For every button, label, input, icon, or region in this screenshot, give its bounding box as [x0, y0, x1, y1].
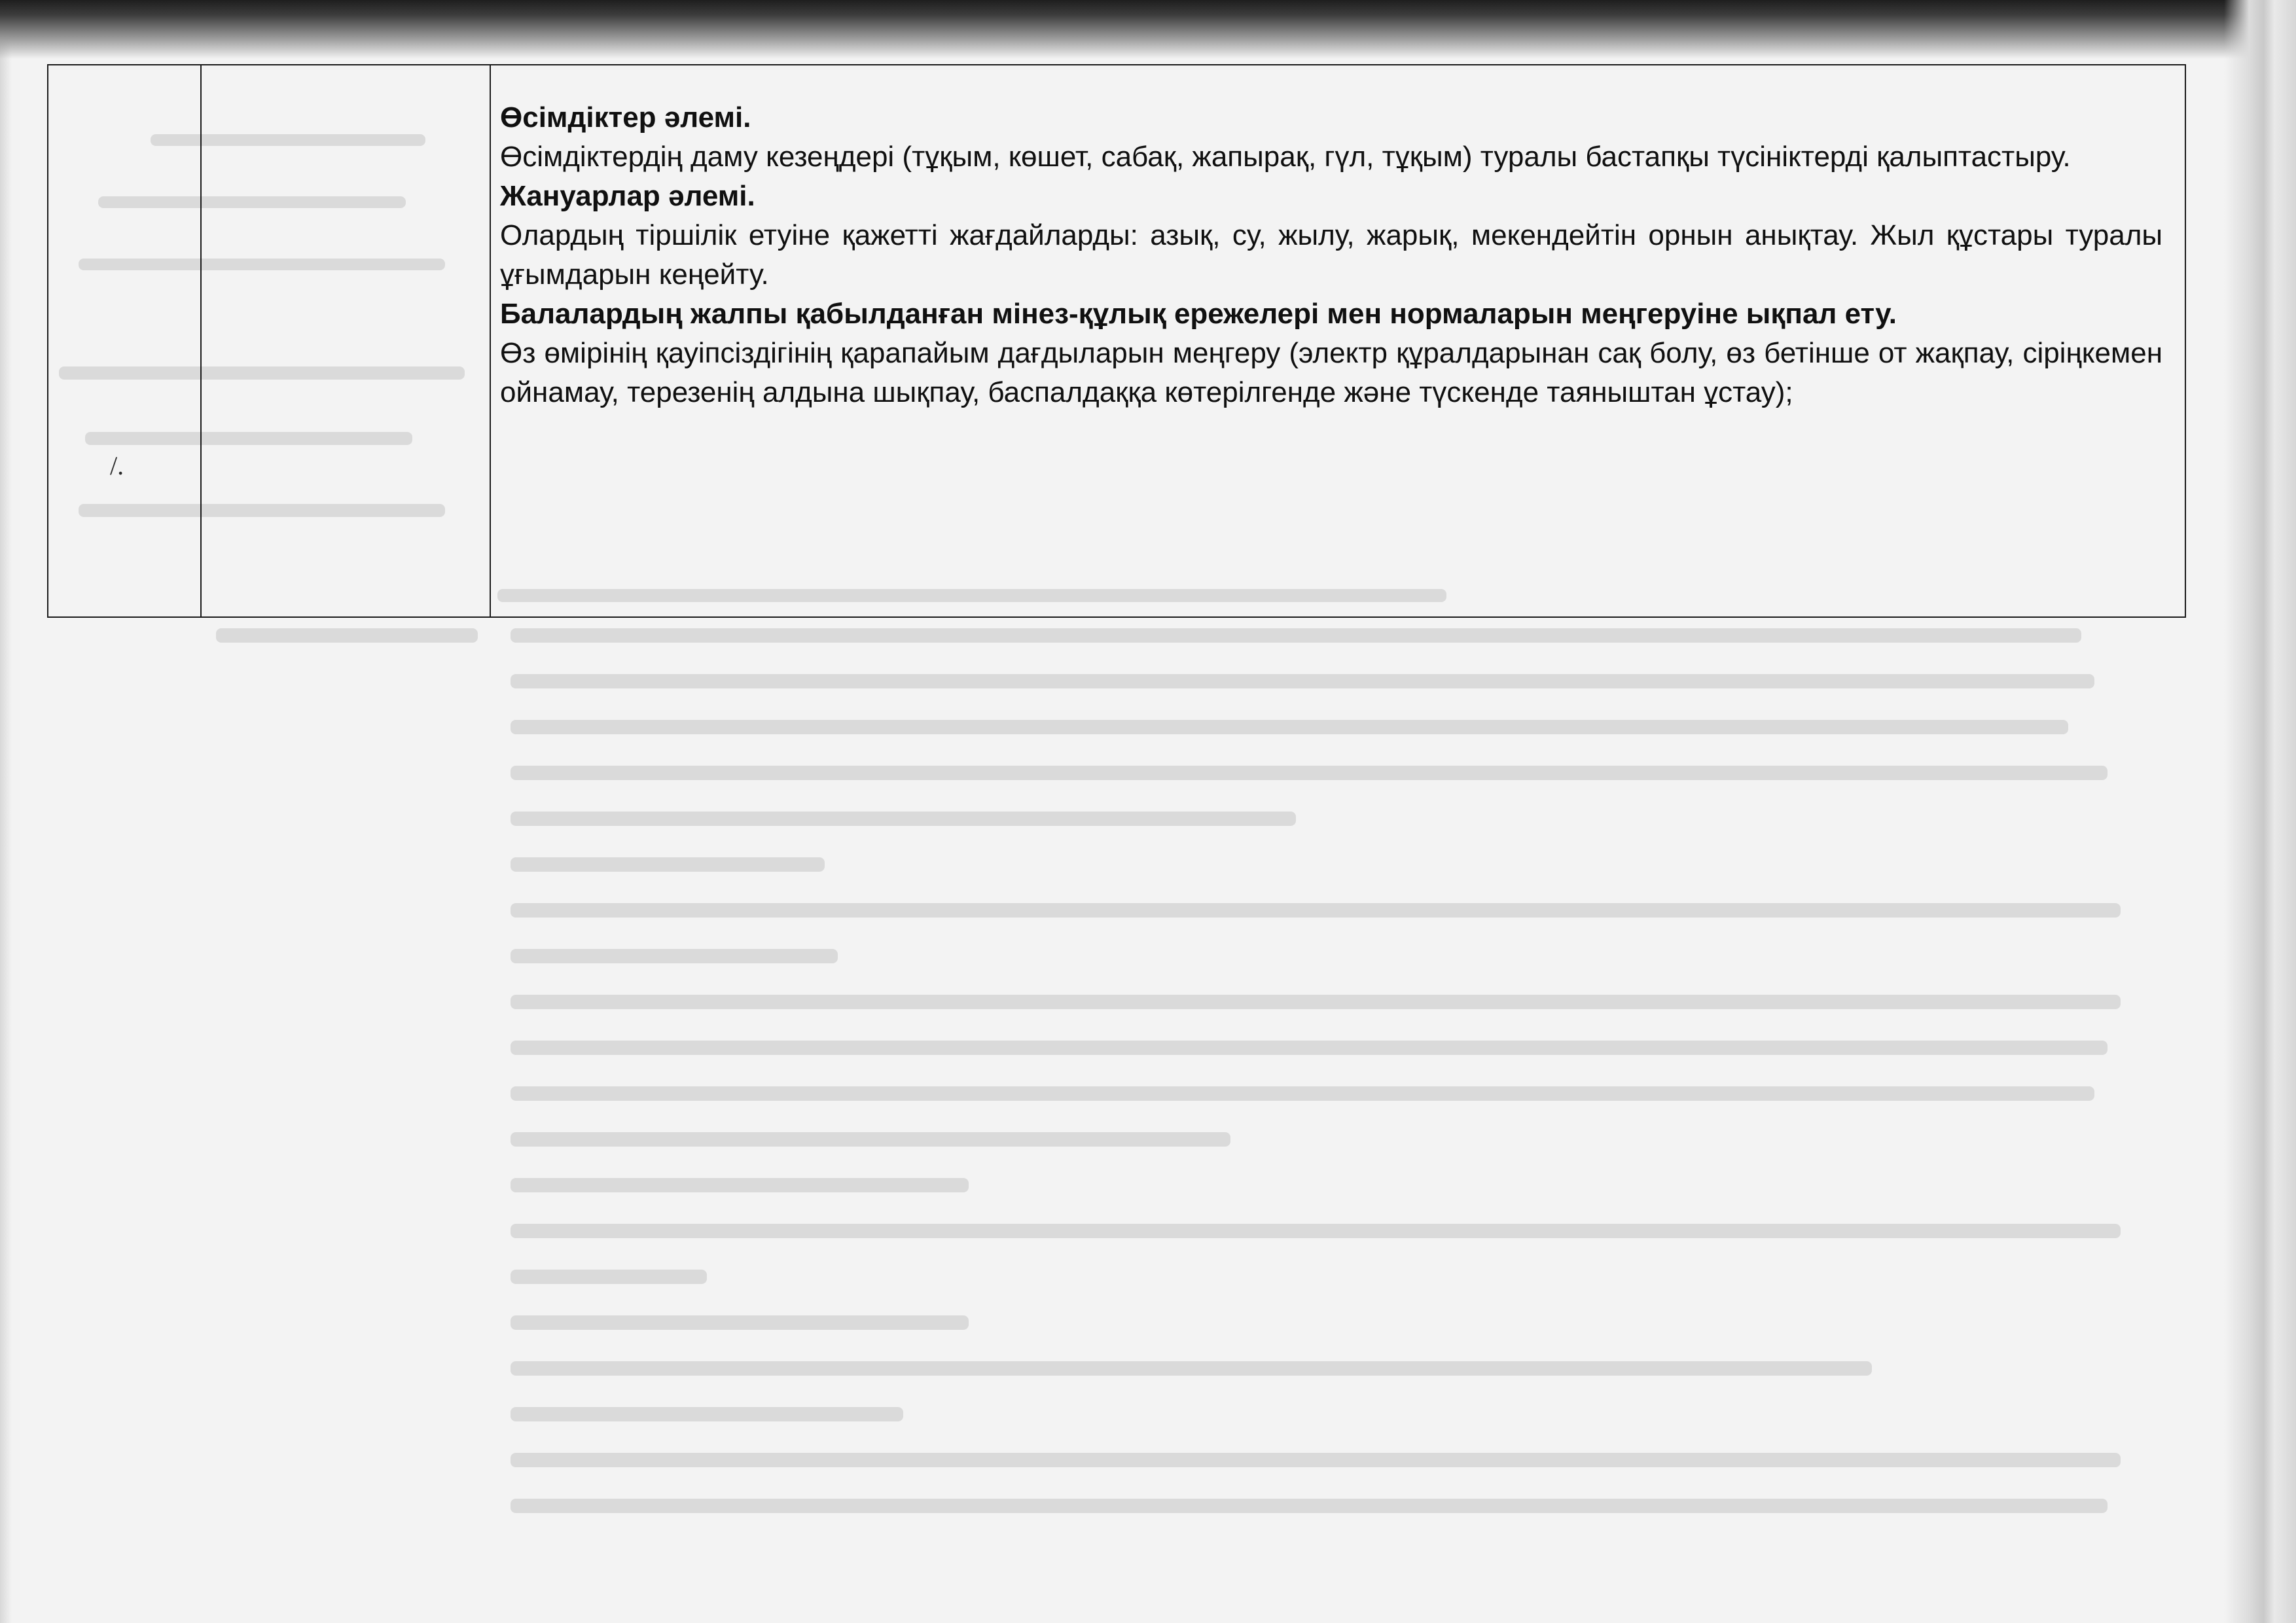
- number-column-cell: [48, 65, 201, 617]
- plants-world-text: Өсімдіктердің даму кезеңдері (тұқым, көшет, сабақ, жапырақ, гүл, тұқым) туралы бастапқы түсініктерді қалыптастыру.: [500, 141, 2071, 173]
- animals-world-text: Олардың тіршілік етуіне қажетті жағдайларды: азық, су, жылу, жарық, мекендейтін орнын анықтау. Жыл құстары туралы ұғымдарын кеңейту.: [500, 219, 2162, 291]
- content-table: [47, 64, 2186, 618]
- plants-world-heading: Өсімдіктер әлемі.: [500, 101, 751, 134]
- section-column-cell: [201, 65, 490, 617]
- scan-left-edge: [0, 0, 12, 1623]
- safety-skills-text: Өз өмірінің қауіпсіздігінің қарапайым дағдыларын меңгеру (электр құралдарынан сақ болу, өз бетінше от жақпау, сіріңкемен ойнамау, терезенің алдына шықпау, баспалдаққа көтерілгенде және түскенде таяныштан ұстау);: [500, 337, 2162, 408]
- table-row: [48, 65, 2185, 617]
- content-column-cell: [490, 65, 2185, 617]
- scan-right-edge: [2224, 0, 2296, 1623]
- animals-world-heading: Жануарлар әлемі.: [500, 180, 755, 212]
- scan-top-shadow: [0, 0, 2296, 59]
- behavior-rules-heading: Балалардың жалпы қабылданған мінез-құлық ережелері мен нормаларын меңгеруіне ықпал ету.: [500, 298, 1897, 330]
- margin-mark: /.: [110, 451, 124, 480]
